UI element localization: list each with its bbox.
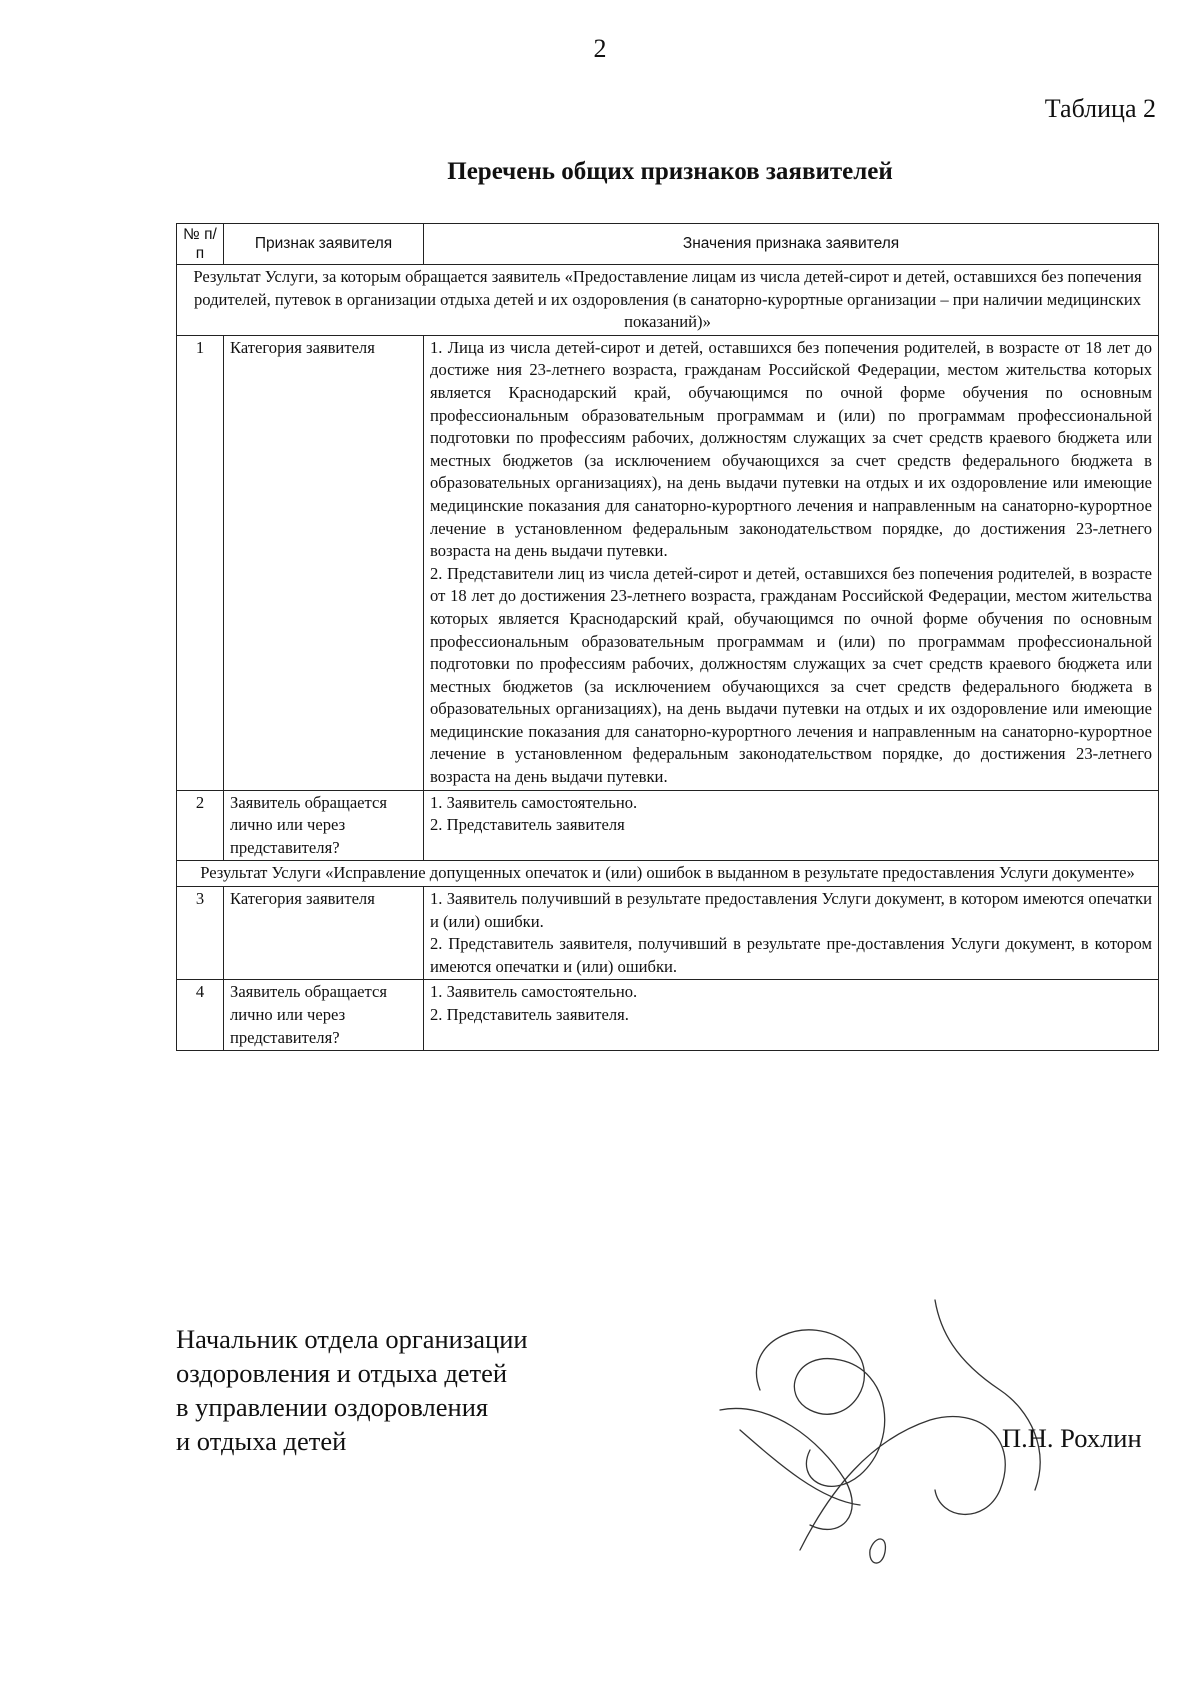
table-row-1 [177,335,1159,790]
value-item: 1. Лица из числа детей-сирот и детей, оставшихся без попечения родителей, в возрасте от 18 лет до достиже ния 23-летнего возраста, гражданам Российской Федерации, местом жительства которых является Краснодарский край, обучающимся по очной форме обучения по основным профессиональным образовательным программам и (или) по программам профессиональной подготовки по профессиям рабочих, должностям служащих за счет средств краевого бюджета или местных бюджетов (за исключением обучающихся за счет средств федерального бюджета в образовательных организациях), на день выдачи путевки на отдых и их оздоровление или имеющие медицинские показания для санаторно-курортного лечения и направленным на санаторно-курортное лечение в установленном федеральным законодательством порядке, до достижения 23-летнего возраста на день выдачи путевки. [430,337,1152,561]
value-item: 1. Заявитель самостоятельно. [430,982,638,1002]
value-item: 2. Представитель заявителя. [430,1005,629,1024]
value-item: 1. Заявитель получивший в результате предоставления Услуги документ, в котором имеются опечатки и (или) ошибки. [430,889,1152,931]
row-feature: Категория заявителя [224,335,424,790]
section-row-result-2 [177,861,1159,887]
table-header-row [177,224,1159,265]
position-line: в управлении оздоровления [176,1392,489,1422]
row-values [424,980,1159,1051]
row-values [424,790,1159,861]
value-item: 2. Представитель заявителя [430,815,625,835]
section-row-result-1 [177,265,1159,336]
value-item: 2. Представители лиц из числа детей-сирот и детей, оставшихся без попечения родителей, в возрасте от 18 лет до достижения 23-летнего возраста, гражданам Российской Федерации, местом жительства которых является Краснодарский край, обучающимся по очной форме обучения по основным профессиональным образовательным программам и (или) по программам профессиональной подготовки по профессиям рабочих, должностям служащих за счет средств краевого бюджета или местных бюджетов (за исключением обучающихся за счет средств федерального бюджета в образовательных организациях), на день выдачи путевки на отдых и их оздоровление или имеющие медицинские показания для санаторно-курортного лечения и направленным на санаторно-курортное лечение в установленном федеральным законодательством порядке, до достижения 23-летнего возраста на день выдачи путевки. [430,563,1152,787]
column-header-feature: Признак заявителя [224,224,424,265]
signatory-position [176,1322,528,1458]
row-feature: Заявитель обращается лично или через представителя? [224,980,424,1051]
column-header-number: № п/п [177,224,224,265]
row-number: 4 [177,980,224,1051]
table-row-2 [177,790,1159,861]
signer-name: П.Н. Рохлин [1002,1423,1142,1453]
row-number: 3 [177,887,224,980]
table-row-4 [177,980,1159,1051]
section-result-text: Результат Услуги, за которым обращается заявитель «Предоставление лицам из числа детей-сирот и детей, оставшихся без попечения родителей, путевок в организации отдыха детей и их оздоровления (в санаторно-курортные организации – при наличии медицинских показаний)» [177,265,1159,336]
table-row-3 [177,887,1159,980]
section-result-text: Результат Услуги «Исправление допущенных опечаток и (или) ошибок в выданном в результате предоставления Услуги документе» [177,861,1159,887]
position-line: Начальник отдела организации [176,1324,528,1354]
row-number: 2 [177,790,224,861]
value-item: 2. Представитель заявителя, получивший в результате пре-доставления Услуги документ, в котором имеются опечатки и (или) ошибки. [430,934,1152,976]
row-values [424,887,1159,980]
document-title: Перечень общих признаков заявителей [447,158,893,185]
page-number: 2 [593,34,607,63]
value-item: 1. Заявитель самостоятельно. [430,792,638,812]
column-header-value: Значения признака заявителя [424,224,1159,265]
row-feature: Заявитель обращается лично или через представителя? [224,790,424,861]
row-feature: Категория заявителя [224,887,424,980]
row-values [424,335,1159,790]
position-line: оздоровления и отдыха детей [176,1358,508,1388]
row-number: 1 [177,335,224,790]
table-caption: Таблица 2 [1044,94,1156,123]
position-line: и отдыха детей [176,1426,347,1456]
applicant-criteria-table [176,223,1159,1051]
